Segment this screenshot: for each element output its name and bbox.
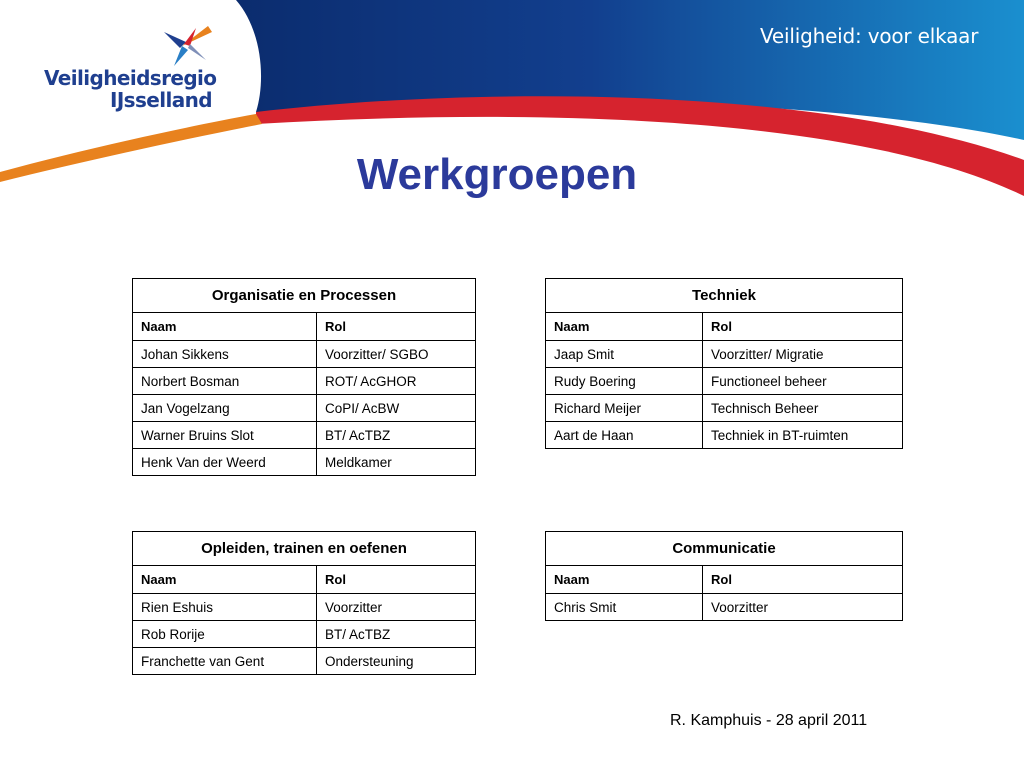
table-communicatie (545, 531, 903, 621)
table-row (133, 341, 476, 368)
cell-naam: Henk Van der Weerd (133, 449, 317, 476)
logo-star-icon (160, 20, 216, 68)
table-organisatie-en-processen (132, 278, 476, 476)
table-title: Opleiden, trainen en oefenen (133, 532, 476, 566)
cell-rol: Techniek in BT-ruimten (703, 422, 903, 449)
cell-naam: Chris Smit (546, 594, 703, 621)
cell-rol: Functioneel beheer (703, 368, 903, 395)
table-title: Techniek (546, 279, 903, 313)
table-row (546, 422, 903, 449)
table-opleiden-trainen-oefenen (132, 531, 476, 675)
cell-rol: Voorzitter (703, 594, 903, 621)
cell-rol: Voorzitter/ SGBO (317, 341, 476, 368)
cell-naam: Rien Eshuis (133, 594, 317, 621)
column-header-naam: Naam (133, 566, 317, 594)
footer-author-date: R. Kamphuis - 28 april 2011 (670, 712, 868, 729)
cell-naam: Aart de Haan (546, 422, 703, 449)
table-title: Organisatie en Processen (133, 279, 476, 313)
logo-text-line1: Veiligheidsregio (44, 66, 217, 90)
cell-naam: Jaap Smit (546, 341, 703, 368)
cell-rol: Voorzitter/ Migratie (703, 341, 903, 368)
table-row (133, 368, 476, 395)
table-title: Communicatie (546, 532, 903, 566)
cell-rol: ROT/ AcGHOR (317, 368, 476, 395)
cell-naam: Rudy Boering (546, 368, 703, 395)
table-row (133, 648, 476, 675)
cell-naam: Jan Vogelzang (133, 395, 317, 422)
column-header-rol: Rol (703, 313, 903, 341)
table-row (546, 395, 903, 422)
cell-rol: Voorzitter (317, 594, 476, 621)
column-header-rol: Rol (317, 566, 476, 594)
table-row (546, 594, 903, 621)
table-row (546, 341, 903, 368)
cell-rol: BT/ AcTBZ (317, 422, 476, 449)
cell-rol: Meldkamer (317, 449, 476, 476)
table-row (133, 395, 476, 422)
page-title: Werkgroepen (356, 150, 638, 199)
column-header-naam: Naam (133, 313, 317, 341)
cell-rol: Technisch Beheer (703, 395, 903, 422)
logo-text-line2: IJsselland (110, 88, 213, 112)
table-row (133, 422, 476, 449)
table-row (546, 368, 903, 395)
cell-naam: Norbert Bosman (133, 368, 317, 395)
cell-naam: Warner Bruins Slot (133, 422, 317, 449)
cell-rol: CoPI/ AcBW (317, 395, 476, 422)
cell-naam: Franchette van Gent (133, 648, 317, 675)
table-techniek (545, 278, 903, 449)
column-header-naam: Naam (546, 313, 703, 341)
slogan: Veiligheid: voor elkaar (760, 24, 979, 48)
table-row (133, 594, 476, 621)
column-header-rol: Rol (317, 313, 476, 341)
column-header-rol: Rol (703, 566, 903, 594)
table-row (133, 449, 476, 476)
cell-naam: Johan Sikkens (133, 341, 317, 368)
table-row (133, 621, 476, 648)
cell-rol: BT/ AcTBZ (317, 621, 476, 648)
cell-naam: Richard Meijer (546, 395, 703, 422)
cell-rol: Ondersteuning (317, 648, 476, 675)
column-header-naam: Naam (546, 566, 703, 594)
cell-naam: Rob Rorije (133, 621, 317, 648)
